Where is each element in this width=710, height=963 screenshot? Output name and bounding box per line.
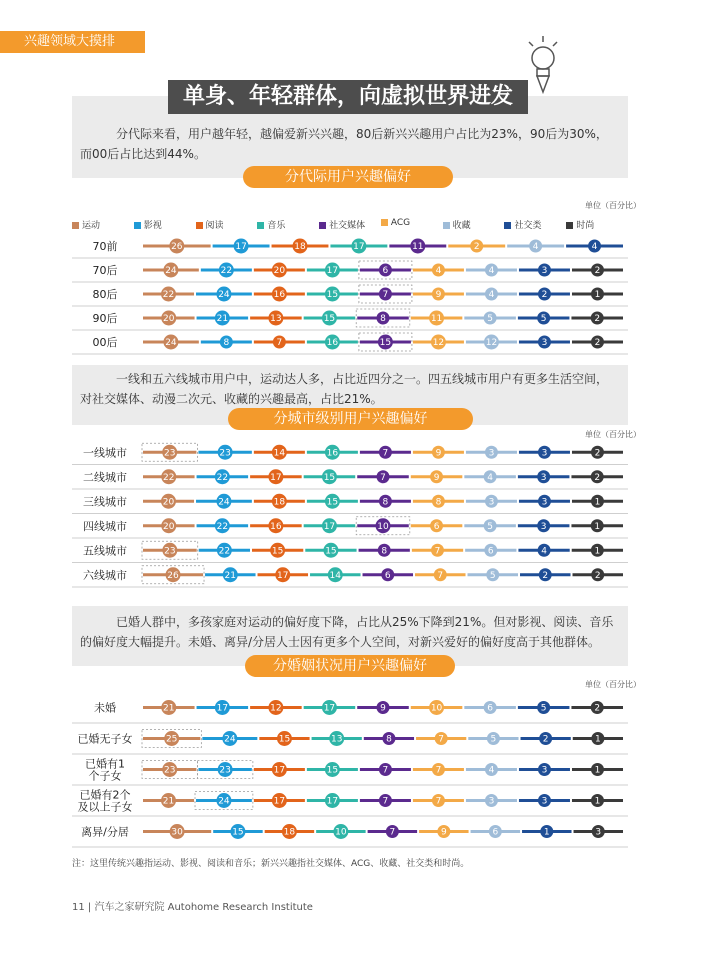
value-label: 21 [163,703,175,714]
value-label: 4 [591,242,598,253]
value-label: 4 [487,472,493,483]
value-label: 26 [167,570,179,581]
legend-label: 影视 [143,221,162,231]
chart3-title: 分婚姻状况用户兴趣偏好 [245,655,455,677]
value-label: 17 [273,796,286,807]
legend-swatch [257,222,264,229]
value-label: 6 [382,266,389,277]
value-label: 7 [437,570,444,581]
row-label: 六线城市 [83,568,127,582]
value-label: 20 [163,314,175,325]
row-label: 80后 [92,288,118,301]
value-label: 2 [594,448,601,459]
value-label: 4 [488,765,495,776]
legend-item [443,218,471,231]
value-label: 3 [488,796,495,807]
value-label: 2 [542,734,549,745]
legend-swatch [196,222,203,229]
value-label: 23 [164,546,176,557]
legend-item [134,218,162,231]
value-label: 22 [216,472,229,483]
value-label: 15 [323,314,336,325]
intro-line-1: 分代际来看，用户越年轻，越偏爱新兴兴趣，80后新兴兴趣用户占比为23%，90后为30%， [116,127,608,141]
value-label: 15 [379,338,392,349]
value-label: 6 [433,521,440,532]
row-label: 70后 [92,264,118,277]
value-label: 20 [273,266,286,277]
value-label: 20 [162,497,175,508]
value-label: 7 [434,546,441,557]
value-label: 30 [171,827,183,838]
value-label: 14 [273,448,286,459]
legend-item [566,218,594,231]
value-label: 9 [435,448,442,459]
value-label: 3 [541,796,548,807]
row-label: 三线城市 [83,495,127,509]
legend-label: 时尚 [576,221,595,231]
value-label: 4 [532,242,539,253]
main-title: 单身、年轻群体，向虚拟世界进发 [168,80,528,114]
value-label: 1 [594,290,601,301]
value-label: 5 [540,703,547,714]
section-tag: 兴趣领域大摸排 [0,31,145,53]
legend-item [381,218,410,228]
legend-item [196,218,224,231]
value-label: 6 [487,546,494,557]
value-label: 8 [223,338,230,349]
value-label: 24 [165,266,177,277]
legend-label: 运动 [82,221,101,231]
legend-swatch [134,222,141,229]
legend-label: 社交类 [514,221,542,231]
chart1-title: 分代际用户兴趣偏好 [243,166,453,188]
value-label: 6 [384,570,391,581]
legend-label: 社交媒体 [329,221,366,231]
value-label: 3 [540,521,547,532]
value-label: 7 [389,827,396,838]
value-label: 4 [488,266,495,277]
value-label: 1 [594,497,601,508]
value-label: 4 [435,266,442,277]
legend [72,216,628,232]
row-label-part: 已婚有1 [85,757,125,771]
lightbulb-icon [523,36,563,96]
value-label: 9 [440,827,447,838]
value-label: 1 [594,521,601,532]
value-label: 23 [219,765,231,776]
value-label: 1 [595,734,601,745]
value-label: 2 [594,570,601,581]
value-label: 15 [326,497,339,508]
value-label: 10 [430,703,443,714]
value-label: 4 [488,290,495,301]
value-label: 12 [432,338,445,349]
value-label: 5 [489,570,496,581]
value-label: 8 [382,497,389,508]
value-label: 16 [273,290,286,301]
value-label: 13 [330,734,343,745]
value-label: 2 [594,338,601,349]
value-label: 12 [485,338,498,349]
value-label: 3 [488,497,495,508]
value-label: 10 [377,521,389,532]
row-label: 离异/分居 [81,825,129,839]
value-label: 8 [381,546,388,557]
value-label: 3 [541,338,548,349]
value-label: 24 [218,497,230,508]
value-label: 5 [490,734,497,745]
legend-swatch [381,219,388,226]
value-label: 2 [594,472,601,483]
value-label: 1 [594,796,601,807]
value-label: 3 [541,765,548,776]
value-label: 2 [473,242,480,253]
marriage-line-2: 的偏好度大幅提升。未婚、离异/分居人士因有更多个人空间，对新兴爱好的偏好度高于其他群体。 [80,635,601,649]
legend-item [257,218,285,231]
value-label: 16 [326,448,339,459]
chart-city [72,440,628,590]
value-label: 17 [326,796,339,807]
value-label: 24 [224,734,236,745]
page-footer: 11 | 汽车之家研究院 Autohome Research Institute [72,902,313,913]
value-label: 13 [270,314,282,325]
city-paragraph [80,369,620,409]
value-label: 7 [435,796,442,807]
value-label: 15 [325,546,337,557]
row-label: 一线城市 [83,446,127,460]
legend-swatch [504,222,511,229]
value-label: 5 [487,314,493,325]
value-label: 7 [380,472,386,483]
value-label: 23 [163,448,176,459]
value-label: 17 [273,765,286,776]
value-label: 22 [218,546,231,557]
value-label: 7 [276,338,283,349]
value-label: 15 [326,765,339,776]
value-label: 11 [430,314,443,325]
value-label: 3 [541,448,548,459]
value-label: 7 [382,796,389,807]
legend-swatch [443,222,450,229]
city-line-2: 对社交媒体、动漫二次元、收藏的兴趣最高，占比21%。 [80,392,383,406]
value-label: 7 [382,765,389,776]
legend-swatch [72,222,79,229]
value-label: 24 [218,290,230,301]
legend-label: 音乐 [267,221,286,231]
value-label: 17 [323,521,336,532]
value-label: 15 [232,827,244,838]
value-label: 16 [270,521,282,532]
row-label: 四线城市 [83,519,127,533]
value-label: 3 [488,448,495,459]
value-label: 15 [326,290,339,301]
value-label: 18 [283,827,296,838]
value-label: 18 [273,497,286,508]
value-label: 9 [380,703,386,714]
value-label: 7 [435,765,442,776]
row-label: 二线城市 [83,470,127,484]
legend-label: 阅读 [205,221,224,231]
value-label: 21 [216,314,229,325]
value-label: 26 [171,242,183,253]
row-label: 未婚 [94,701,116,715]
value-label: 16 [326,338,339,349]
value-label: 9 [435,290,442,301]
intro-paragraph [80,124,620,164]
row-label-part: 个子女 [88,769,122,783]
value-label: 14 [329,570,342,581]
value-label: 7 [382,290,389,301]
value-label: 15 [278,734,291,745]
value-label: 24 [165,338,177,349]
chart2-unit: 单位（百分比） [585,430,641,439]
city-line-1: 一线和五六线城市用户中，运动达人多，占比近四分之一。四五线城市用户有更多生活空间， [116,372,609,386]
value-label: 21 [162,796,175,807]
value-label: 2 [541,290,548,301]
row-label: 90后 [92,312,118,325]
value-label: 18 [294,242,306,253]
row-label [85,757,125,783]
value-label: 17 [216,703,229,714]
value-label: 8 [386,734,392,745]
value-label: 10 [335,827,347,838]
value-label: 21 [224,570,237,581]
chart3-unit: 单位（百分比） [585,680,641,689]
value-label: 17 [235,242,247,253]
legend-item [319,218,365,231]
marriage-paragraph [80,612,620,652]
row-label [78,788,133,814]
value-label: 3 [540,472,547,483]
value-label: 2 [594,703,601,714]
row-label: 70前 [92,240,118,253]
value-label: 5 [487,521,493,532]
value-label: 2 [594,314,601,325]
value-label: 23 [219,448,231,459]
value-label: 25 [165,734,178,745]
value-label: 17 [353,242,365,253]
value-label: 17 [323,703,336,714]
value-label: 17 [326,266,339,277]
legend-item [504,218,541,231]
value-label: 17 [277,570,289,581]
legend-label: ACG [390,218,411,228]
chart1-unit: 单位（百分比） [585,201,641,210]
value-label: 1 [594,546,601,557]
legend-swatch [566,222,573,229]
footnote: 注：这里传统兴趣指运动、影视、阅读和音乐；新兴兴趣指社交媒体、ACG、收藏、社交类和时尚。 [72,859,470,869]
value-label: 2 [594,266,601,277]
legend-label: 收藏 [452,221,471,231]
legend-item [72,218,100,231]
value-label: 17 [270,472,282,483]
legend-swatch [319,222,326,229]
value-label: 5 [540,314,547,325]
row-label: 00后 [92,336,118,349]
chart-marriage [72,692,628,848]
value-label: 1 [594,765,601,776]
row-label-part: 已婚有2个 [79,788,131,802]
value-label: 3 [595,827,602,838]
value-label: 12 [270,703,282,714]
chart-generation [72,234,628,356]
value-label: 7 [382,448,389,459]
value-label: 24 [218,796,230,807]
chart2-title: 分城市级别用户兴趣偏好 [228,408,473,430]
value-label: 22 [163,472,175,483]
value-label: 22 [162,290,175,301]
row-label: 五线城市 [83,544,127,558]
value-label: 8 [380,314,386,325]
value-label: 15 [271,546,284,557]
value-label: 9 [433,472,440,483]
value-label: 7 [438,734,445,745]
marriage-line-1: 已婚人群中，多孩家庭对运动的偏好度下降，占比从25%下降到21%。但对影视、阅读、音乐 [116,615,614,629]
value-label: 1 [543,827,550,838]
row-label-part: 及以上子女 [77,800,133,814]
intro-line-2: 而00后占比达到44%。 [80,147,206,161]
value-label: 20 [163,521,175,532]
value-label: 11 [412,242,424,253]
value-label: 22 [220,266,233,277]
row-label: 已婚无子女 [77,732,133,746]
value-label: 22 [216,521,229,532]
value-label: 4 [541,546,547,557]
value-label: 2 [542,570,549,581]
value-label: 6 [487,703,493,714]
value-label: 3 [541,497,548,508]
value-label: 3 [541,266,548,277]
value-label: 8 [435,497,442,508]
value-label: 6 [492,827,499,838]
value-label: 15 [323,472,336,483]
value-label: 23 [163,765,176,776]
